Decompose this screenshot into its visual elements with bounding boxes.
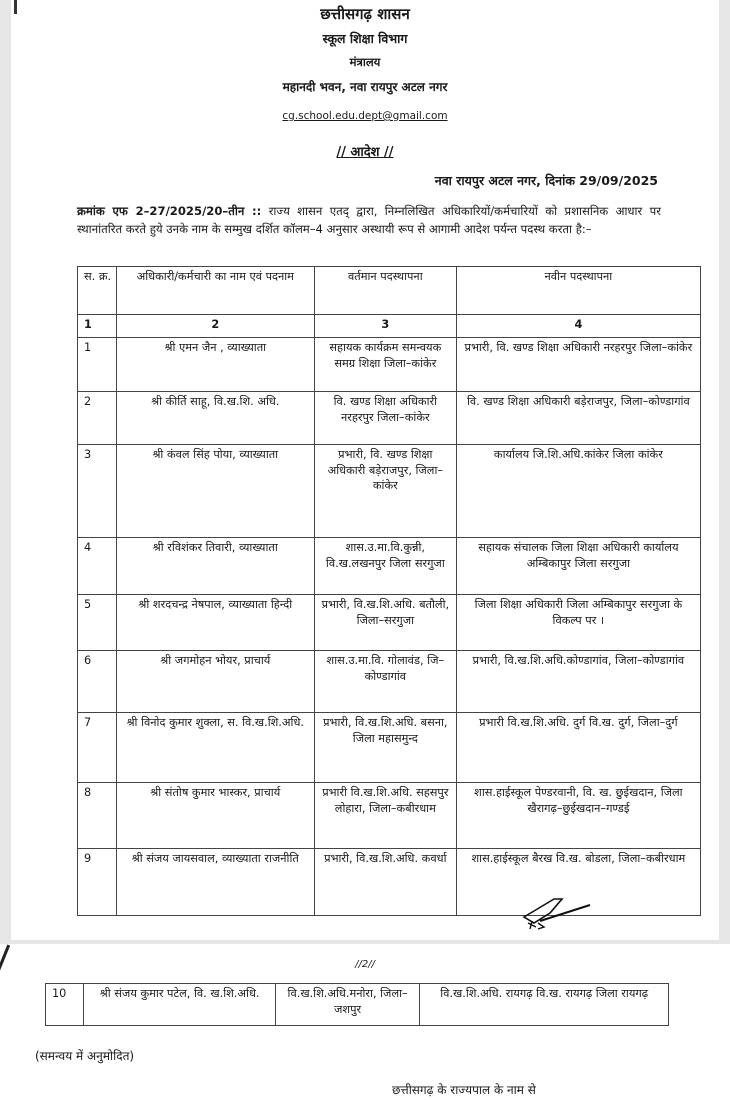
ministry-name: मंत्रालय: [349, 55, 381, 69]
cell-current-posting: प्रभारी, वि.ख.शि.अधि. बसना, जिला महासमुन्द: [314, 713, 456, 783]
order-paragraph: [77, 203, 661, 238]
cell-current-posting: शास.उ.मा.वि. गोलावंड, जि–कोण्डागांव: [314, 651, 456, 713]
cell-new-posting: शास.हाईस्कूल बैरख वि.ख. बोडला, जिला–कबीरधाम: [456, 849, 700, 916]
cell-serial: 1: [78, 338, 117, 392]
cell-serial: 7: [78, 713, 117, 783]
table-row: [78, 713, 701, 783]
cell-name: श्री रविशंकर तिवारी, व्याख्याता: [116, 538, 314, 595]
column-number-row: [78, 315, 701, 338]
cell-serial: 8: [78, 783, 117, 849]
table-row: [78, 783, 701, 849]
cell-new-posting: प्रभारी, वि. खण्ड शिक्षा अधिकारी नरहरपुर जिला–कांकेर: [456, 338, 700, 392]
cell-name: श्री संजय जायसवाल, व्याख्याता राजनीति: [116, 849, 314, 916]
order-intro-text: राज्य शासन एतद् द्वारा, निम्नलिखित अधिकारियों/कर्मचारियों को प्रशासनिक आधार पर स्थानांतरित करते हुये उनके नाम के सम्मुख दर्शित कॉलम–4 अनुसार अस्थायी रूप से आगामी आदेश पर्यन्त पदस्थ करता है:–: [77, 204, 662, 236]
document-page-2: [0, 944, 730, 1100]
column-number: 4: [456, 315, 700, 338]
cell-new-posting: जिला शिक्षा अधिकारी जिला अम्बिकापुर सरगुजा के विकल्प पर ।: [456, 595, 700, 651]
table-row: [78, 651, 701, 713]
cell-current-posting: सहायक कार्यक्रम समन्वयक समग्र शिक्षा जिला–कांकेर: [314, 338, 456, 392]
cell-current-posting: वि.ख.शि.अधि.मनोरा, जिला–जशपुर: [275, 984, 420, 1026]
cell-new-posting: प्रभारी वि.ख.शि.अधि. दुर्ग वि.ख. दुर्ग, जिला–दुर्ग: [456, 713, 700, 783]
document-page-1: [11, 0, 719, 940]
cell-name: श्री एमन जैन , व्याख्याता: [116, 338, 314, 392]
header-serial: स. क्र.: [78, 267, 117, 315]
cell-current-posting: प्रभारी, वि.ख.शि.अधि. बतौली, जिला–सरगुजा: [314, 595, 456, 651]
cell-new-posting: कार्यालय जि.शि.अधि.कांकेर जिला कांकेर: [456, 445, 700, 538]
cell-serial: 10: [46, 984, 84, 1026]
cell-new-posting: वि. खण्ड शिक्षा अधिकारी बड़ेराजपुर, जिला–कोण्डागांव: [456, 392, 700, 445]
governor-line: छत्तीसगढ़ के राज्यपाल के नाम से: [392, 1083, 536, 1097]
cell-new-posting: प्रभारी, वि.ख.शि.अधि.कोण्डागांव, जिला–कोण्डागांव: [456, 651, 700, 713]
office-address: महानदी भवन, नवा रायपुर अटल नगर: [282, 80, 448, 94]
cell-serial: 4: [78, 538, 117, 595]
cell-name: श्री विनोद कुमार शुक्ला, स. वि.ख.शि.अधि.: [116, 713, 314, 783]
cell-name: श्री संतोष कुमार भास्कर, प्राचार्य: [116, 783, 314, 849]
cell-name: श्री शरदचन्द्र नेषपाल, व्याख्याता हिन्दी: [116, 595, 314, 651]
table-header-row: [78, 267, 701, 315]
department-email: cg.school.edu.dept@gmail.com: [282, 110, 448, 122]
cell-new-posting: सहायक संचालक जिला शिक्षा अधिकारी कार्यालय अम्बिकापुर जिला सरगुजा: [456, 538, 700, 595]
signature-icon: [510, 893, 600, 933]
cell-serial: 6: [78, 651, 117, 713]
table-row: [78, 338, 701, 392]
cell-serial: 5: [78, 595, 117, 651]
government-title: छत्तीसगढ़ शासन: [320, 5, 410, 23]
table-row: [78, 595, 701, 651]
table-row: [78, 538, 701, 595]
header-name: अधिकारी/कर्मचारी का नाम एवं पदनाम: [116, 267, 314, 315]
cell-name: श्री कंवल सिंह पोया, व्याख्याता: [116, 445, 314, 538]
cell-current-posting: प्रभारी वि.ख.शि.अधि. सहसपुर लोहारा, जिला–कबीरधाम: [314, 783, 456, 849]
cell-name: श्री कीर्ति साहू, वि.ख.शि. अधि.: [116, 392, 314, 445]
order-number: क्रमांक एफ 2–27/2025/20–तीन ::: [77, 204, 262, 218]
column-number: 2: [116, 315, 314, 338]
cell-new-posting: शास.हाईस्कूल पेण्डरवानी, वि. ख. छुईखदान, जिला खैरागढ़–छुईखदान–गण्डई: [456, 783, 700, 849]
cell-name: श्री जगमोहन भोयर, प्राचार्य: [116, 651, 314, 713]
cell-serial: 3: [78, 445, 117, 538]
approval-note: (समन्वय में अनुमोदित): [35, 1049, 135, 1063]
cell-name: श्री संजय कुमार पटेल, वि. ख.शि.अधि.: [84, 984, 275, 1026]
table-row: [78, 392, 701, 445]
cell-current-posting: शास.उ.मा.वि.कुन्नी, वि.ख.लखनपुर जिला सरगुजा: [314, 538, 456, 595]
cell-serial: 2: [78, 392, 117, 445]
header-new-posting: नवीन पदस्थापना: [456, 267, 700, 315]
order-title: // आदेश //: [336, 145, 394, 160]
transfer-table-continued: [45, 983, 669, 1026]
table-row: [78, 849, 701, 916]
table-row: [46, 984, 669, 1026]
transfer-table: [77, 266, 701, 916]
cell-current-posting: वि. खण्ड शिक्षा अधिकारी नरहरपुर जिला–कांकेर: [314, 392, 456, 445]
cell-new-posting: वि.ख.शि.अधि. रायगढ़ वि.ख. रायगढ़ जिला रायगढ़: [420, 984, 669, 1026]
column-number: 3: [314, 315, 456, 338]
cell-current-posting: प्रभारी, वि.ख.शि.अधि. कवर्धा: [314, 849, 456, 916]
header-current-posting: वर्तमान पदस्थापना: [314, 267, 456, 315]
cell-serial: 9: [78, 849, 117, 916]
place-date: नवा रायपुर अटल नगर, दिनांक 29/09/2025: [434, 173, 658, 188]
page-number: //2//: [355, 959, 375, 970]
department-name: स्कूल शिक्षा विभाग: [322, 31, 408, 46]
cell-current-posting: प्रभारी, वि. खण्ड शिक्षा अधिकारी बड़ेराजपुर, जिला–कांकेर: [314, 445, 456, 538]
column-number: 1: [78, 315, 117, 338]
table-row: [78, 445, 701, 538]
